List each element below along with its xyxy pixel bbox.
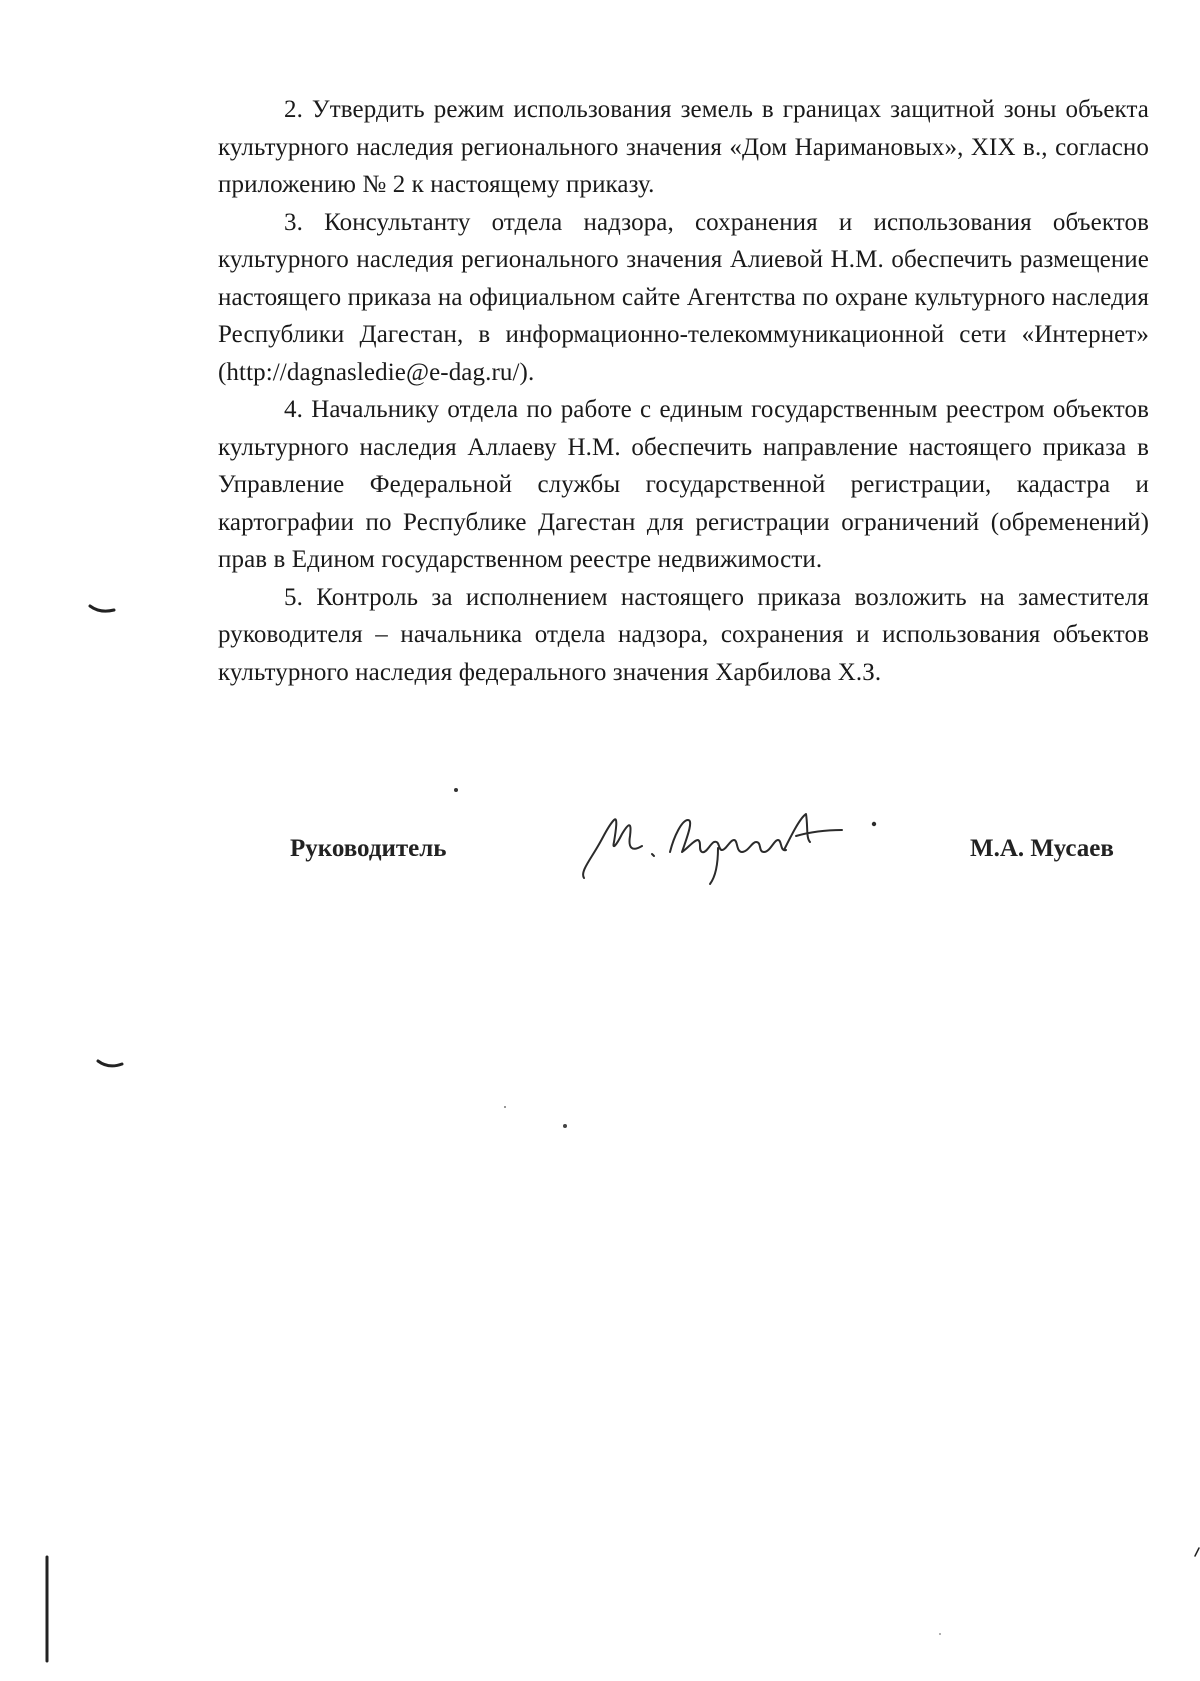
paragraph-3: 3. Консультанту отдела надзора, сохранения и использования объектов культурного наследия регионального значения Алиевой Н.М. обеспечить размещение настоящего приказа на официальном сайте Агентства по охране культурного наследия Республики Дагестан, в информационно-телекоммуникационной сети «Интернет» (http://dagnasledie@e-dag.ru/). <box>218 208 1149 386</box>
handwritten-signature <box>570 790 890 890</box>
signatory-name: М.А. Мусаев <box>970 835 1114 862</box>
paragraph-5: 5. Контроль за исполнением настоящего приказа возложить на заместителя руководителя – начальника отдела надзора, сохранения и использования объектов культурного наследия федерального значения Харбилова Х.З. <box>218 583 1149 686</box>
paragraph-2: 2. Утвердить режим использования земель в границах защитной зоны объекта культурного наследия регионального значения «Дом Наримановых», XIX в., согласно приложению № 2 к настоящему приказу. <box>218 96 1149 198</box>
document-body <box>218 91 1149 691</box>
signatory-title: Руководитель <box>290 835 447 862</box>
paragraph-4: 4. Начальнику отдела по работе с единым государственным реестром объектов культурного наследия Аллаеву Н.М. обеспечить направление настоящего приказа в Управление Федеральной службы государственной регистрации, кадастра и картографии по Республике Дагестан для регистрации ограничений (обременений) прав в Едином государственном реестре недвижимости. <box>218 396 1149 573</box>
